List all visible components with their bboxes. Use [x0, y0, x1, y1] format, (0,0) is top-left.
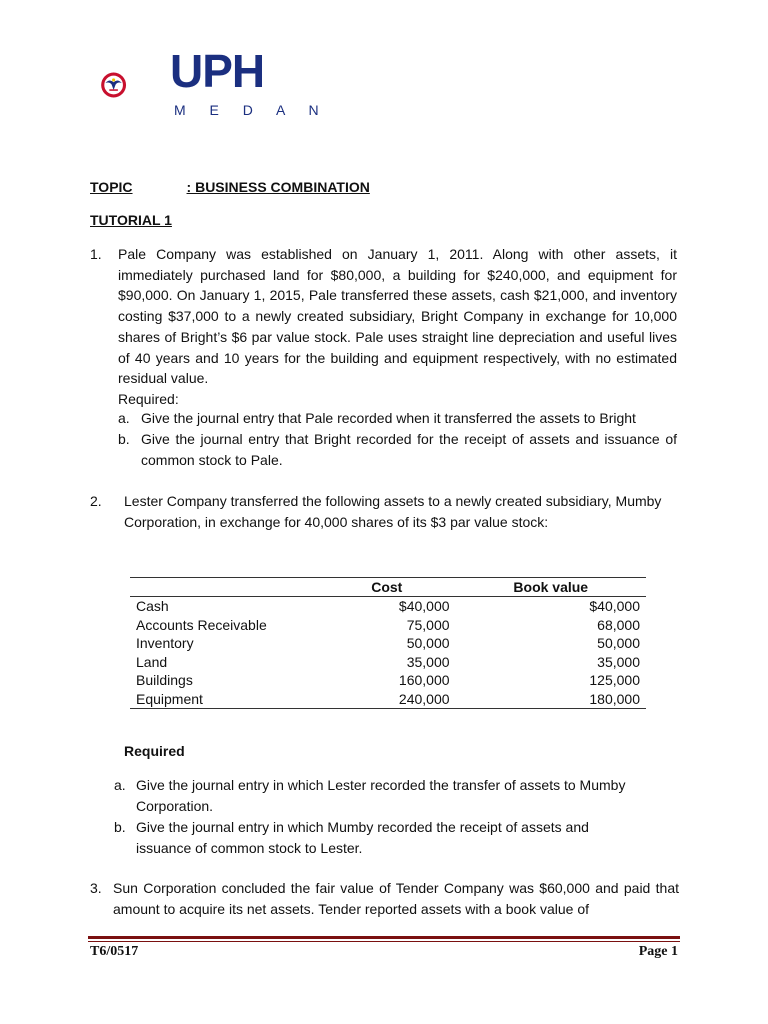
logo-title: UPH — [170, 45, 265, 97]
topic-label: TOPIC — [90, 179, 133, 195]
table-row — [130, 634, 646, 653]
q1-item-b-text: Give the journal entry that Bright recorded for the receipt of assets and issuance of common stock to Pale. — [141, 431, 677, 468]
q2-item-b-label: b. — [114, 819, 126, 835]
table-cell: Cash — [136, 598, 169, 614]
q1-item-a-label: a. — [118, 410, 130, 426]
table-row — [130, 616, 646, 635]
q1-item-a-text: Give the journal entry that Pale recorded when it transferred the assets to Bright — [141, 410, 636, 426]
q3-number: 3. — [90, 880, 102, 896]
table-cell: Land — [136, 653, 168, 670]
table-cell: 180,000 — [456, 690, 646, 709]
table-row — [130, 690, 646, 709]
footer-code: T6/0517 — [90, 944, 139, 959]
table-cell: $40,000 — [589, 598, 640, 614]
table-row — [130, 671, 646, 690]
table-cell: 35,000 — [406, 653, 450, 670]
table-row — [130, 653, 646, 672]
footer-rule-thin — [88, 941, 680, 942]
q2-number: 2. — [90, 493, 102, 509]
q3-body: Sun Corporation concluded the fair value of Tender Company was $60,000 and paid that amount to acquire its net assets. Tender reported assets with a book value of — [113, 880, 679, 917]
topic-value: : BUSINESS COMBINATION — [186, 179, 370, 195]
table-header: Book value — [456, 578, 646, 597]
table-cell: 35,000 — [597, 653, 640, 670]
table-cell: Inventory — [136, 635, 194, 651]
table-cell: Buildings — [136, 672, 193, 688]
table-cell: Equipment — [130, 690, 318, 709]
table-cell: 75,000 — [406, 616, 450, 633]
logo-subtitle: M E D A N — [174, 102, 329, 118]
table-cell: 68,000 — [597, 616, 640, 633]
q1-body: Pale Company was established on January 1, 2011. Along with other assets, it immediately purchased land for $80,000, a building for $240,000, and equipment for $90,000. On January 1, 2015, Pale transferred these assets, cash $21,000, and inventory costing $37,000 to a newly created subsidiary, Bright Company in exchange for 10,000 shares of Bright’s $6 par value stock. Pale uses straight line depreciation and useful lives of 40 years and 10 years for the building and equipment respectively, with no estimated residual value. — [118, 246, 677, 387]
table-cell: 240,000 — [318, 690, 456, 709]
table-row — [130, 597, 646, 616]
q2-item-a-label: a. — [114, 777, 126, 793]
q1-item-b-label: b. — [118, 431, 130, 447]
assets-table — [130, 577, 646, 709]
footer-page-number: Page 1 — [638, 944, 678, 959]
q2-item-b-text: Give the journal entry in which Mumby recorded the receipt of assets and issuance of common stock to Lester. — [136, 819, 589, 856]
q2-item-a-text: Give the journal entry in which Lester recorded the transfer of assets to Mumby Corporation. — [136, 777, 626, 814]
q2-required: Required — [124, 743, 185, 759]
table-cell: 160,000 — [398, 672, 450, 688]
q1-required: Required: — [118, 391, 179, 407]
table-cell: $40,000 — [398, 598, 450, 614]
q1-number: 1. — [90, 246, 102, 262]
footer-rule — [88, 936, 680, 939]
table-header: Cost — [318, 578, 456, 597]
table-cell: Accounts Receivable — [136, 616, 267, 633]
table-header-row — [130, 578, 646, 597]
table-header — [130, 578, 318, 597]
table-cell: 50,000 — [597, 635, 640, 651]
uph-logo-emblem — [100, 50, 170, 120]
topic-heading — [90, 179, 370, 195]
tutorial-heading: TUTORIAL 1 — [90, 212, 172, 228]
table-cell: 125,000 — [589, 672, 640, 688]
q2-body: Lester Company transferred the following assets to a newly created subsidiary, Mumby Corporation, in exchange for 40,000 shares of its $3 par value stock: — [124, 493, 662, 530]
table-cell: 50,000 — [406, 635, 450, 651]
